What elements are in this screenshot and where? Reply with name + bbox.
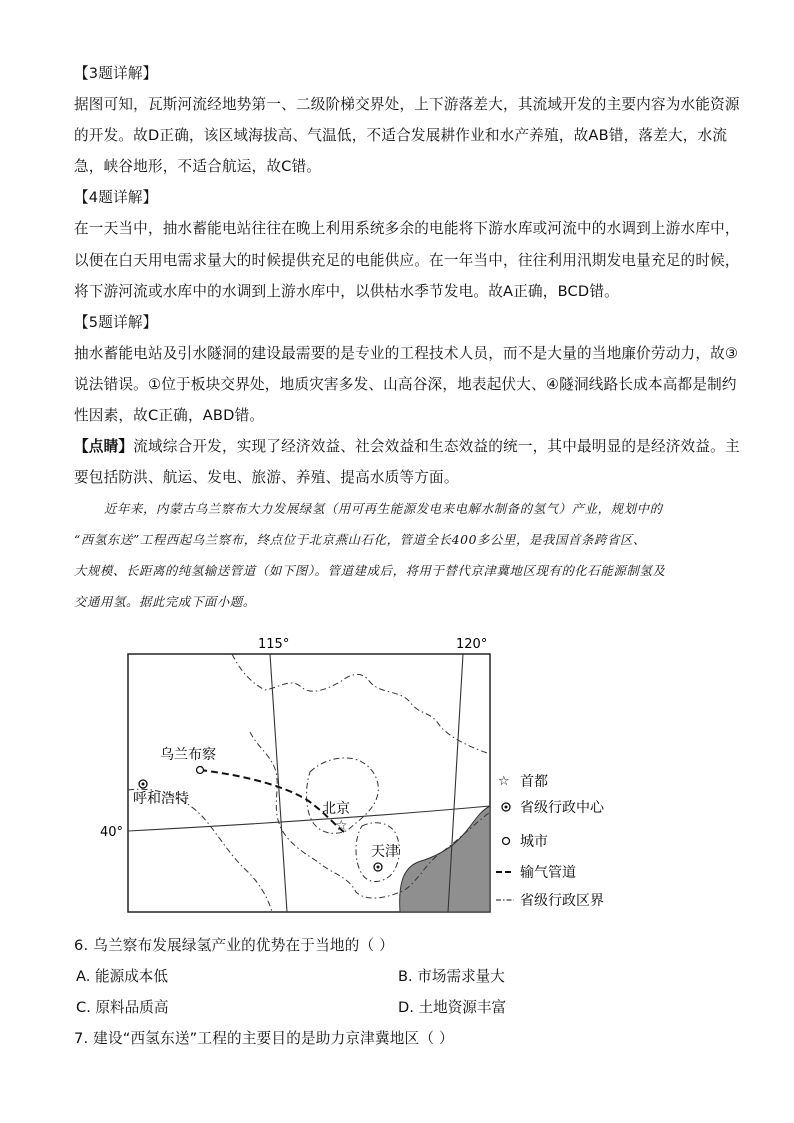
legend-capital-label: 首都 [520,774,548,790]
tip-line-1 [74,437,740,457]
q5-text-line-3: 性因素，故C正确，ABD错。 [74,407,265,424]
hohhot-marker [142,783,145,786]
tip-text: 流域综合开发，实现了经济效益、社会效益和生态效益的统一，其中最明显的是经济效益。主 [133,438,740,455]
tip-heading: 【点睛】 [74,438,134,455]
passage-line-2: “西氢东送”工程西起乌兰察布，终点位于北京燕山石化，管道全长400多公里，是我国首条跨省区、 [74,532,646,547]
lon-120-label: 120° [456,637,488,652]
passage-line-3: 大规模、长距离的纯氢输送管道（如下图）。管道建成后，将用于替代京津冀地区现有的化石能源制氢及 [74,563,666,578]
q4-text-line-3: 将下游河流或水库中的水调到上游水库中，以供枯水季节发电。故A正确，BCD错。 [74,283,619,300]
q6-option-a[interactable]: A. 能源成本低 [76,968,168,985]
q5-text-line-2: 说法错误。①位于板块交界处，地质灾害多发、山高谷深，地表起伏大、④隧洞线路长成本高都是制约 [74,376,737,393]
q4-text-line-2: 以便在白天用电需求量大的时候提供充足的电能供应。在一年当中，往往利用汛期发电量充足的时候， [74,252,740,269]
legend-provincial-icon [505,806,508,809]
legend-boundary-label: 省级行政区界 [520,893,604,909]
pipeline-map [100,630,640,920]
q3-text-line-3: 急，峡谷地形，不适合航运，故C错。 [74,158,322,175]
wulanchabu-city-marker [197,767,204,774]
q5-text-line-1: 抽水蓄能电站及引水隧洞的建设最需要的是专业的工程技术人员，而不是大量的当地廉价劳动力，故③ [74,345,739,362]
q7-stem: 7. 建设“西氢东送”工程的主要目的是助力京津冀地区（ ） [74,1030,454,1047]
legend-pipeline-label: 输气管道 [520,865,576,881]
q6-option-d[interactable]: D. 土地资源丰富 [398,999,507,1016]
passage-line-1: 近年来，内蒙古乌兰察布大力发展绿氢（用可再生能源发电来电解水制备的氢气）产业，规划中的 [104,501,663,516]
legend-city-icon [503,838,510,845]
q4-heading: 【4题详解】 [74,189,158,206]
legend-city-label: 城市 [520,834,548,850]
tip-line-2: 要包括防洪、航运、发电、旅游、养殖、提高水质等方面。 [74,469,459,486]
passage-line-4: 交通用氢。据此完成下面小题。 [74,594,256,609]
lon-115-label: 115° [258,637,290,652]
capital-star-icon: ☆ [335,818,348,834]
legend-capital-icon: ☆ [498,774,510,789]
q6-option-b[interactable]: B. 市场需求量大 [398,968,505,985]
q4-text-line-1: 在一天当中，抽水蓄能电站往往在晚上利用系统多余的电能将下游水库或河流中的水调到上游水库中， [74,220,740,237]
q6-stem: 6. 乌兰察布发展绿氢产业的优势在于当地的（ ） [74,937,394,954]
q3-text-line-2: 的开发。故D正确，该区域海拔高、气温低，不适合发展耕作业和水产养殖，故AB错，落差大，水流 [74,127,728,144]
q6-option-c[interactable]: C. 原料品质高 [76,999,169,1016]
beijing-label: 北京 [322,801,350,817]
tianjin-label: 天津 [371,844,399,860]
lat-40-label: 40° [100,825,124,840]
q3-heading: 【3题详解】 [74,65,158,82]
legend-provincial-label: 省级行政中心 [520,800,604,816]
q3-text-line-1: 据图可知，瓦斯河流经地势第一、二级阶梯交界处，上下游落差大，其流域开发的主要内容为水能资源 [74,96,740,113]
tianjin-marker [377,866,380,869]
hohhot-label: 呼和浩特 [133,791,189,807]
q5-heading: 【5题详解】 [74,314,158,331]
wulanchabu-label: 乌兰布察 [160,747,216,763]
